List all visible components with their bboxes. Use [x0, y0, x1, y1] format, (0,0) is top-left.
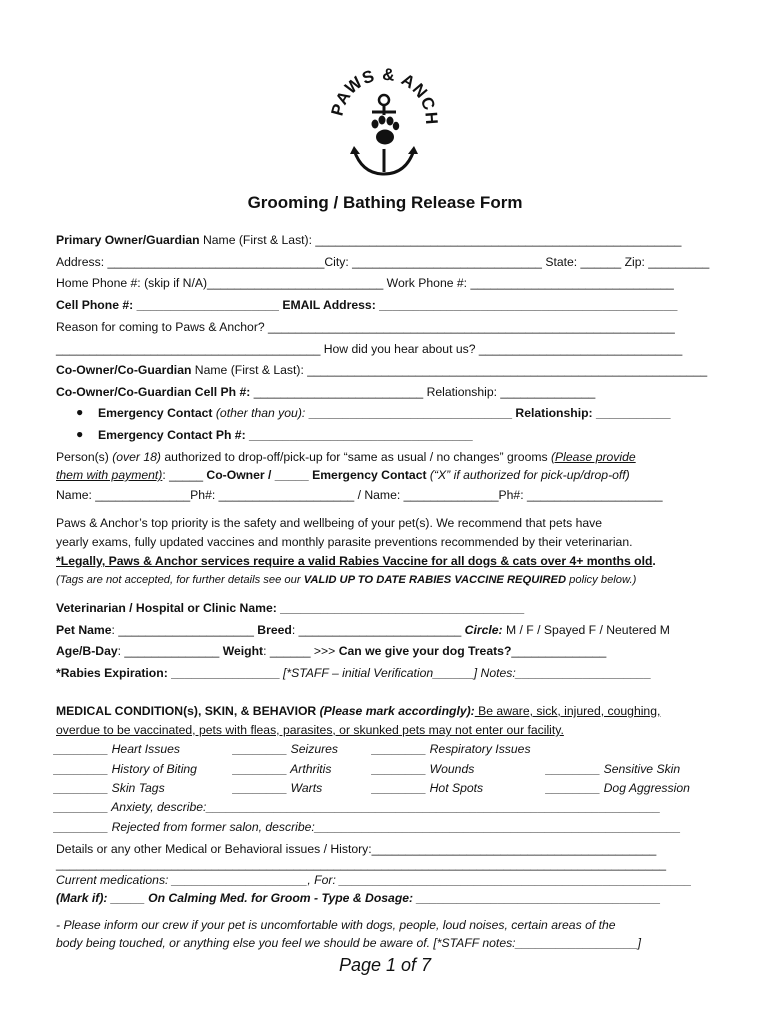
- form-title: Grooming / Bathing Release Form: [247, 193, 523, 212]
- primary-owner-label: Primary Owner/Guardian: [56, 233, 200, 247]
- hear-about-line[interactable]: _______________________________________ How did you hear about us? ______________________________: [56, 342, 683, 356]
- medical-warning-1: Be aware, sick, injured, coughing,: [474, 704, 661, 718]
- condition-arthritis[interactable]: ________ Arthritis: [233, 762, 332, 776]
- tags-note-policy: VALID UP TO DATE RABIES VACCINE REQUIRED: [303, 574, 567, 586]
- tags-note-c: policy below.): [566, 574, 637, 586]
- condition-rejected[interactable]: ________ Rejected from former salon, describe:______________________________________________________: [54, 820, 681, 834]
- condition-skin-tags[interactable]: ________ Skin Tags: [54, 781, 165, 795]
- rabies-expiration-label[interactable]: *Rabies Expiration: ________________: [56, 666, 280, 680]
- condition-seizures[interactable]: ________ Seizures: [233, 742, 339, 756]
- age-label: Age/B-Day: [56, 644, 118, 658]
- current-medications-line[interactable]: Current medications: ____________________, For: ____________________________________________________: [56, 873, 692, 887]
- weight-label: Weight: [222, 644, 264, 658]
- condition-respiratory[interactable]: ________ Respiratory Issues: [372, 742, 531, 756]
- page-number: Page 1 of 7: [338, 955, 432, 975]
- pet-name-label: Pet Name: [56, 623, 112, 637]
- inform-crew-line-1: - Please inform our crew if your pet is uncomfortable with dogs, people, loud noises, certain areas of the: [56, 918, 616, 932]
- authorized-x-note: (“X” if authorized for pick-up/drop-off): [426, 468, 630, 482]
- emergency-contact-field[interactable]: ______________________________ Relationship: ___________: [308, 406, 671, 420]
- authorized-text: Person(s): [56, 450, 113, 464]
- age-weight-line[interactable]: [56, 643, 606, 659]
- weight-field[interactable]: : ______ >>>: [263, 644, 339, 658]
- primary-owner-field[interactable]: Name (First & Last): ______________________________________________________: [199, 233, 682, 247]
- address-line[interactable]: Address: ________________________________City: ____________________________ State: ______ Zip: _________: [56, 255, 710, 269]
- medical-heading-note: (Please mark accordingly):: [316, 704, 475, 718]
- anchor-paw-icon: [350, 95, 418, 174]
- tags-note: [56, 572, 636, 588]
- primary-owner-line[interactable]: [56, 232, 681, 248]
- bullet-icon: ●: [76, 427, 84, 441]
- pet-line[interactable]: [56, 622, 670, 638]
- staff-verification[interactable]: [*STAFF – initial Verification______] Notes:____________________: [279, 666, 652, 680]
- vet-line[interactable]: Veterinarian / Hospital or Clinic Name: ____________________________________: [56, 601, 525, 615]
- rabies-expiration-line[interactable]: [56, 665, 651, 681]
- condition-warts[interactable]: ________ Warts: [233, 781, 323, 795]
- coowner-auth-field[interactable]: : _____: [162, 468, 207, 482]
- logo-text: PAWS & ANCH: [328, 64, 440, 126]
- condition-sensitive-skin[interactable]: ________ Sensitive Skin: [546, 762, 681, 776]
- emergency-phone-line[interactable]: Emergency Contact Ph #: _________________________________: [98, 428, 473, 442]
- authorized-line-1: [56, 449, 636, 465]
- inform-crew-line-2[interactable]: body being touched, or anything else you feel we should be aware of. [*STAFF notes:__________________]: [56, 936, 641, 950]
- condition-hot-spots[interactable]: ________ Hot Spots: [372, 781, 484, 795]
- safety-line-2: yearly exams, fully updated vaccines and monthly parasite preventions recommended by their veterinarian.: [56, 535, 633, 549]
- bullet-icon: ●: [76, 405, 84, 419]
- treats-field[interactable]: ______________: [511, 644, 607, 658]
- authorized-options[interactable]: Co-Owner / _____ Emergency Contact: [206, 468, 427, 482]
- sex-options[interactable]: M / F / Spayed F / Neutered M: [502, 623, 670, 637]
- medical-heading: [56, 703, 660, 719]
- medical-warning-2: overdue to be vaccinated, pets with fleas, parasites, or skunked pets may not enter our facility.: [56, 723, 564, 737]
- paws-anchor-logo: [328, 60, 440, 180]
- condition-wounds[interactable]: ________ Wounds: [372, 762, 475, 776]
- age-field[interactable]: : ______________: [117, 644, 223, 658]
- medical-heading-title: MEDICAL CONDITION(s), SKIN, & BEHAVIOR: [56, 704, 317, 718]
- breed-label: Breed: [257, 623, 292, 637]
- co-owner-label: Co-Owner/Co-Guardian: [56, 363, 192, 377]
- authorized-text-2: authorized to drop-off/pick-up for “same as usual / no changes” grooms: [161, 450, 551, 464]
- circle-label: Circle:: [464, 623, 503, 637]
- authorized-names-line[interactable]: Name: ______________Ph#: ____________________ / Name: ______________Ph#: ____________________: [56, 488, 663, 502]
- medical-details-blank[interactable]: __________________________________________________________________________________________: [56, 857, 667, 871]
- rabies-requirement-text: *Legally, Paws & Anchor services require a valid Rabies Vaccine for all dogs & cats over 4+ months old: [56, 554, 653, 568]
- co-owner-field[interactable]: Name (First & Last): ___________________________________________________________: [191, 363, 708, 377]
- condition-biting[interactable]: ________ History of Biting: [54, 762, 197, 776]
- co-owner-cell-label: Co-Owner/Co-Guardian Cell Ph #:: [56, 385, 251, 399]
- rabies-period: .: [652, 554, 656, 568]
- emergency-contact-note: (other than you):: [212, 406, 309, 420]
- reason-line[interactable]: Reason for coming to Paws & Anchor? ____________________________________________________________: [56, 320, 675, 334]
- pet-name-field[interactable]: : ____________________: [111, 623, 258, 637]
- condition-anxiety[interactable]: ________ Anxiety, describe:___________________________________________________________________: [54, 800, 661, 814]
- emergency-contact-line[interactable]: [98, 405, 671, 421]
- authorized-age: (over 18): [112, 450, 161, 464]
- authorized-payment-note: (Please provide: [550, 450, 636, 464]
- calming-med-line[interactable]: (Mark if): _____ On Calming Med. for Groom - Type & Dosage: ____________________________________: [56, 891, 661, 905]
- cell-email-line[interactable]: Cell Phone #: _____________________ EMAIL Address: ____________________________________________: [56, 298, 678, 312]
- co-owner-line[interactable]: [56, 362, 707, 378]
- phone-line[interactable]: Home Phone #: (skip if N/A)__________________________ Work Phone #: ______________________________: [56, 276, 674, 290]
- co-owner-cell-field[interactable]: _________________________ Relationship: ______________: [250, 385, 596, 399]
- authorized-payment-note-2: them with payment): [56, 468, 163, 482]
- rabies-requirement: [56, 553, 656, 569]
- medical-details-line[interactable]: Details or any other Medical or Behavioral issues / History:__________________________________________: [56, 842, 657, 856]
- safety-line-1: Paws & Anchor’s top priority is the safety and wellbeing of your pet(s). We recommend that pets have: [56, 516, 603, 530]
- authorized-line-2[interactable]: [56, 467, 630, 483]
- tags-note-a: (Tags are not accepted, for further details see our: [56, 574, 304, 586]
- co-owner-cell-line[interactable]: [56, 384, 595, 400]
- emergency-contact-label: Emergency Contact: [98, 406, 213, 420]
- condition-dog-aggression[interactable]: ________ Dog Aggression: [546, 781, 690, 795]
- treats-label: Can we give your dog Treats?: [338, 644, 512, 658]
- condition-heart[interactable]: ________ Heart Issues: [54, 742, 181, 756]
- breed-field[interactable]: : ________________________: [291, 623, 465, 637]
